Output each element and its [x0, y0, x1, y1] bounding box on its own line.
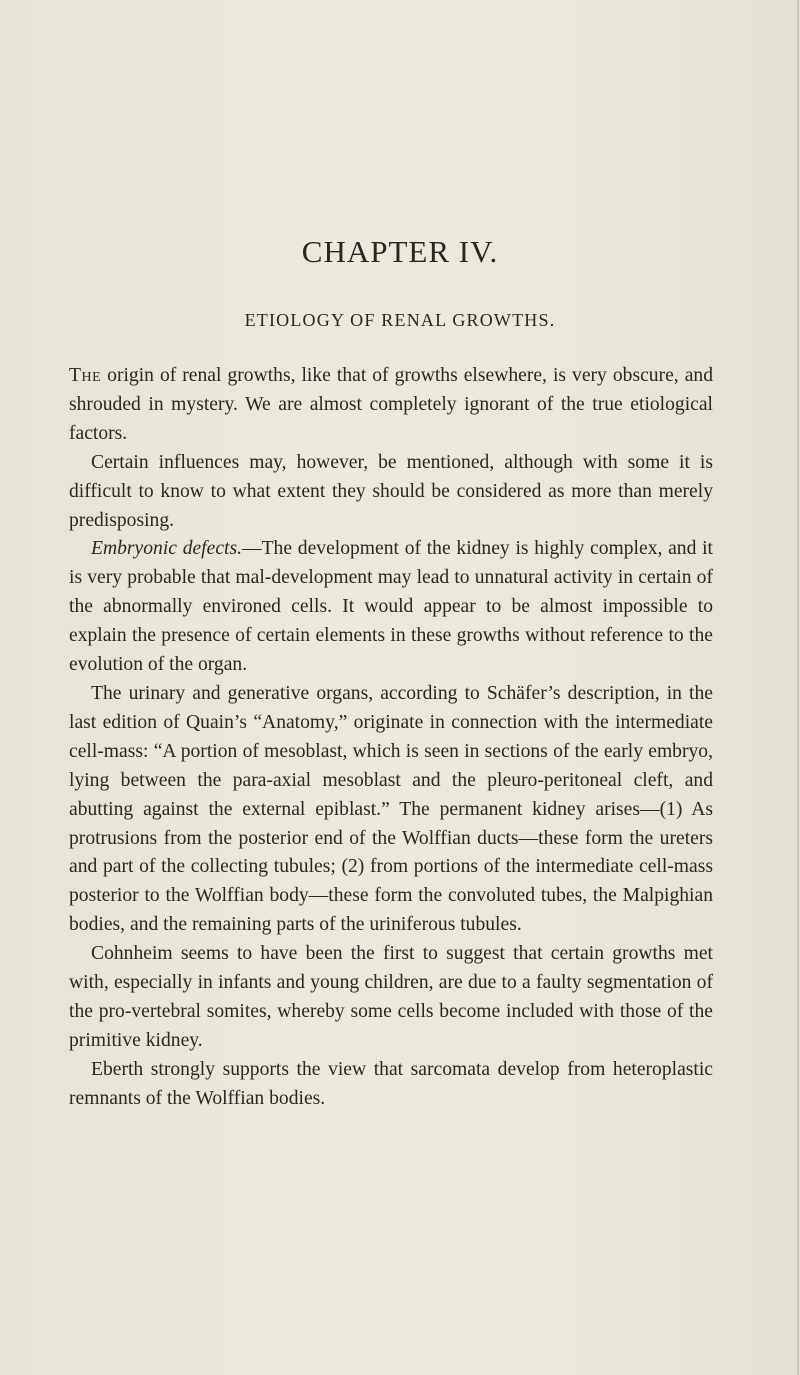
paragraph-1 [69, 362, 713, 449]
paragraph-lead-word: The [69, 365, 102, 386]
paragraph-2: Certain influences may, however, be mentioned, although with some it is difficult to know to what extent they should be considered as more than merely predisposing. [69, 451, 713, 531]
chapter-heading: CHAPTER IV. [301, 234, 499, 269]
paragraph-3-text: —The development of the kidney is highly complex, and it is very probable that mal-development may lead to unnatural activity in certain of the abnormally environed cells. It would appear to be almost impossible to explain the presence of certain elements in these growths without reference to the evolution of the organ. [69, 538, 714, 676]
paragraph-5: Cohnheim seems to have been the first to suggest that certain growths met with, especially in infants and young children, are due to a faulty segmentation of the pro-vertebral somites, whereby some cells become included with those of the primitive kidney. [69, 943, 713, 1051]
gutter-mark [797, 0, 799, 1375]
paragraph-3 [69, 535, 713, 680]
paragraph-6: Eberth strongly supports the view that sarcomata develop from heteroplastic remnants of the Wolffian bodies. [69, 1058, 713, 1109]
section-title: ETIOLOGY OF RENAL GROWTHS. [244, 310, 556, 330]
body-text [69, 362, 713, 1114]
paragraph-1-text: origin of renal growths, like that of growths elsewhere, is very obscure, and shrouded in mystery. We are almost completely ignorant of the true etiological factors. [69, 365, 713, 444]
paragraph-4: The urinary and generative organs, according to Schäfer’s description, in the last edition of Quain’s “Anatomy,” originate in connection with the intermediate cell-mass: “A portion of mesoblast, which is seen in sections of the early embryo, lying between the para-axial mesoblast and the pleuro-peritoneal cleft, and abutting against the external epiblast.” The permanent kidney arises—(1) As protrusions from the posterior end of the Wolffian ducts—these form the ureters and part of the collecting tubules; (2) from portions of the intermediate cell-mass posterior to the Wolffian body—these form the convoluted tubes, the Malpighian bodies, and the remaining parts of the uriniferous tubules. [69, 682, 713, 936]
paragraph-3-heading: Embryonic defects. [91, 538, 242, 560]
